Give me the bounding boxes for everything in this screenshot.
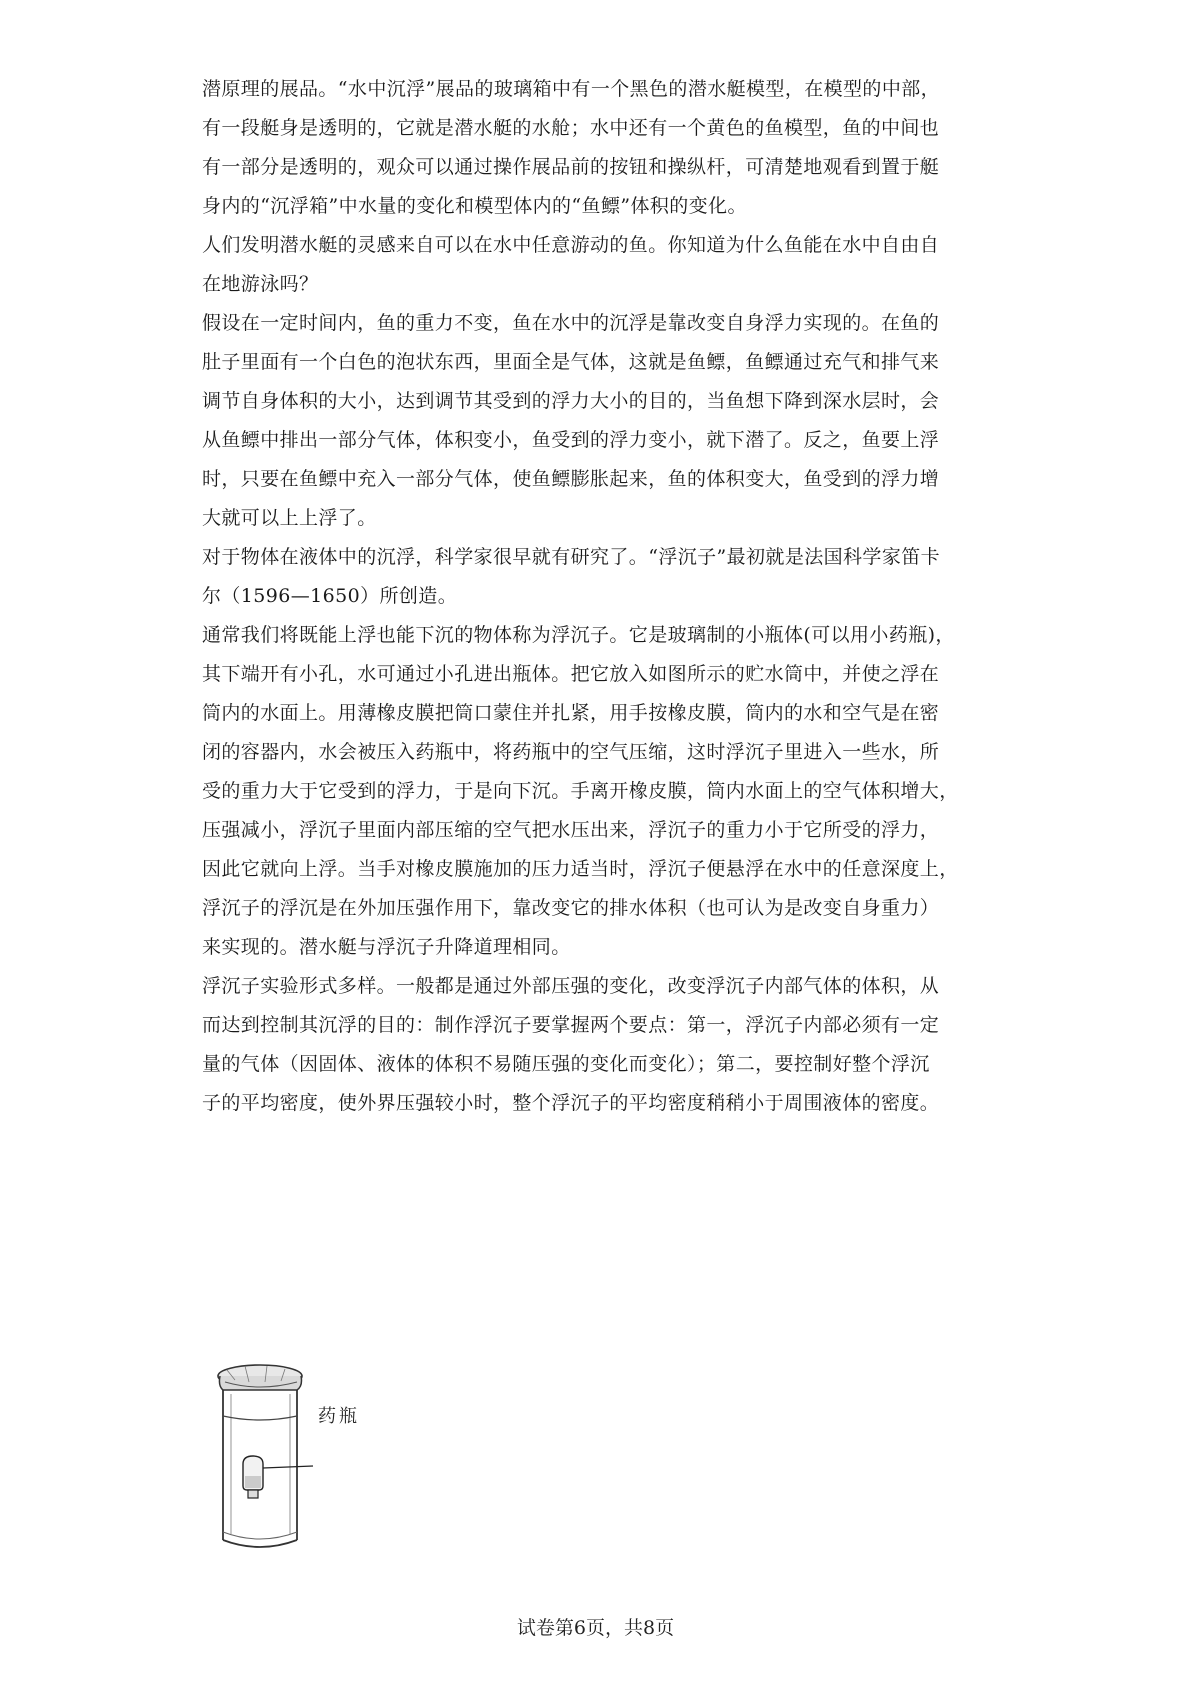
text-line: 浮沉子的浮沉是在外加压强作用下，靠改变它的排水体积（也可认为是改变自身重力） <box>202 897 940 919</box>
medicine-bottle <box>243 1456 263 1498</box>
text-line: 假设在一定时间内，鱼的重力不变，鱼在水中的沉浮是靠改变自身浮力实现的。在鱼的 <box>202 312 940 334</box>
text-line: 大就可以上上浮了。 <box>202 507 377 529</box>
text-line: 来实现的。潜水艇与浮沉子升降道理相同。 <box>202 936 571 958</box>
paragraph <box>202 226 992 304</box>
text-line: 压强减小，浮沉子里面内部压缩的空气把水压出来，浮沉子的重力小于它所受的浮力， <box>202 819 940 841</box>
text-line: 人们发明潜水艇的灵感来自可以在水中任意游动的鱼。你知道为什么鱼能在水中自由自 <box>202 234 940 256</box>
text-line: 而达到控制其沉浮的目的：制作浮沉子要掌握两个要点：第一，浮沉子内部必须有一定 <box>202 1014 940 1036</box>
cylinder-illustration <box>215 1352 415 1557</box>
text-line: 闭的容器内，水会被压入药瓶中，将药瓶中的空气压缩，这时浮沉子里进入一些水，所 <box>202 741 940 763</box>
text-line: 通常我们将既能上浮也能下沉的物体称为浮沉子。它是玻璃制的小瓶体(可以用小药瓶)， <box>202 624 955 646</box>
text-line: 有一部分是透明的，观众可以通过操作展品前的按钮和操纵杆，可清楚地观看到置于艇 <box>202 156 940 178</box>
text-line: 肚子里面有一个白色的泡状东西，里面全是气体，这就是鱼鳔，鱼鳔通过充气和排气来 <box>202 351 940 373</box>
text-line: 量的气体（因固体、液体的体积不易随压强的变化而变化）；第二，要控制好整个浮沉 <box>202 1053 930 1075</box>
text-line: 在地游泳吗？ <box>202 273 319 295</box>
text-line: 调节自身体积的大小，达到调节其受到的浮力大小的目的，当鱼想下降到深水层时，会 <box>202 390 940 412</box>
paragraph <box>202 616 992 967</box>
text-line: 有一段艇身是透明的，它就是潜水艇的水舱；水中还有一个黄色的鱼模型，鱼的中间也 <box>202 117 940 139</box>
text-line: 浮沉子实验形式多样。一般都是通过外部压强的变化，改变浮沉子内部气体的体积，从 <box>202 975 940 997</box>
paragraph <box>202 70 992 226</box>
paragraph <box>202 967 992 1123</box>
text-line: 筒内的水面上。用薄橡皮膜把筒口蒙住并扎紧，用手按橡皮膜，筒内的水和空气是在密 <box>202 702 940 724</box>
text-line: 时，只要在鱼鳔中充入一部分气体，使鱼鳔膨胀起来，鱼的体积变大，鱼受到的浮力增 <box>202 468 940 490</box>
paragraph <box>202 304 992 538</box>
paragraph <box>202 538 992 616</box>
figure-cartesian-diver <box>215 1352 415 1557</box>
text-line: 对于物体在液体中的沉浮，科学家很早就有研究了。“浮沉子”最初就是法国科学家笛卡 <box>202 546 941 568</box>
text-line: 子的平均密度，使外界压强较小时，整个浮沉子的平均密度稍稍小于周围液体的密度。 <box>202 1092 940 1114</box>
text-line: 其下端开有小孔，水可通过小孔进出瓶体。把它放入如图所示的贮水筒中，并使之浮在 <box>202 663 940 685</box>
text-line: 身内的“沉浮箱”中水量的变化和模型体内的“鱼鳔”体积的变化。 <box>202 195 747 217</box>
text-line: 受的重力大于它受到的浮力，于是向下沉。手离开橡皮膜，筒内水面上的空气体积增大， <box>202 780 959 802</box>
text-line: 尔（1596—1650）所创造。 <box>202 585 458 607</box>
page-footer: 试卷第6页，共8页 <box>516 1617 675 1639</box>
article-body <box>202 70 992 1123</box>
figure-label: 药瓶 <box>318 1406 360 1427</box>
text-line: 从鱼鳔中排出一部分气体，体积变小，鱼受到的浮力变小，就下潜了。反之，鱼要上浮 <box>202 429 940 451</box>
text-line: 潜原理的展品。“水中沉浮”展品的玻璃箱中有一个黑色的潜水艇模型，在模型的中部， <box>202 78 941 100</box>
text-line: 因此它就向上浮。当手对橡皮膜施加的压力适当时，浮沉子便悬浮在水中的任意深度上， <box>202 858 959 880</box>
